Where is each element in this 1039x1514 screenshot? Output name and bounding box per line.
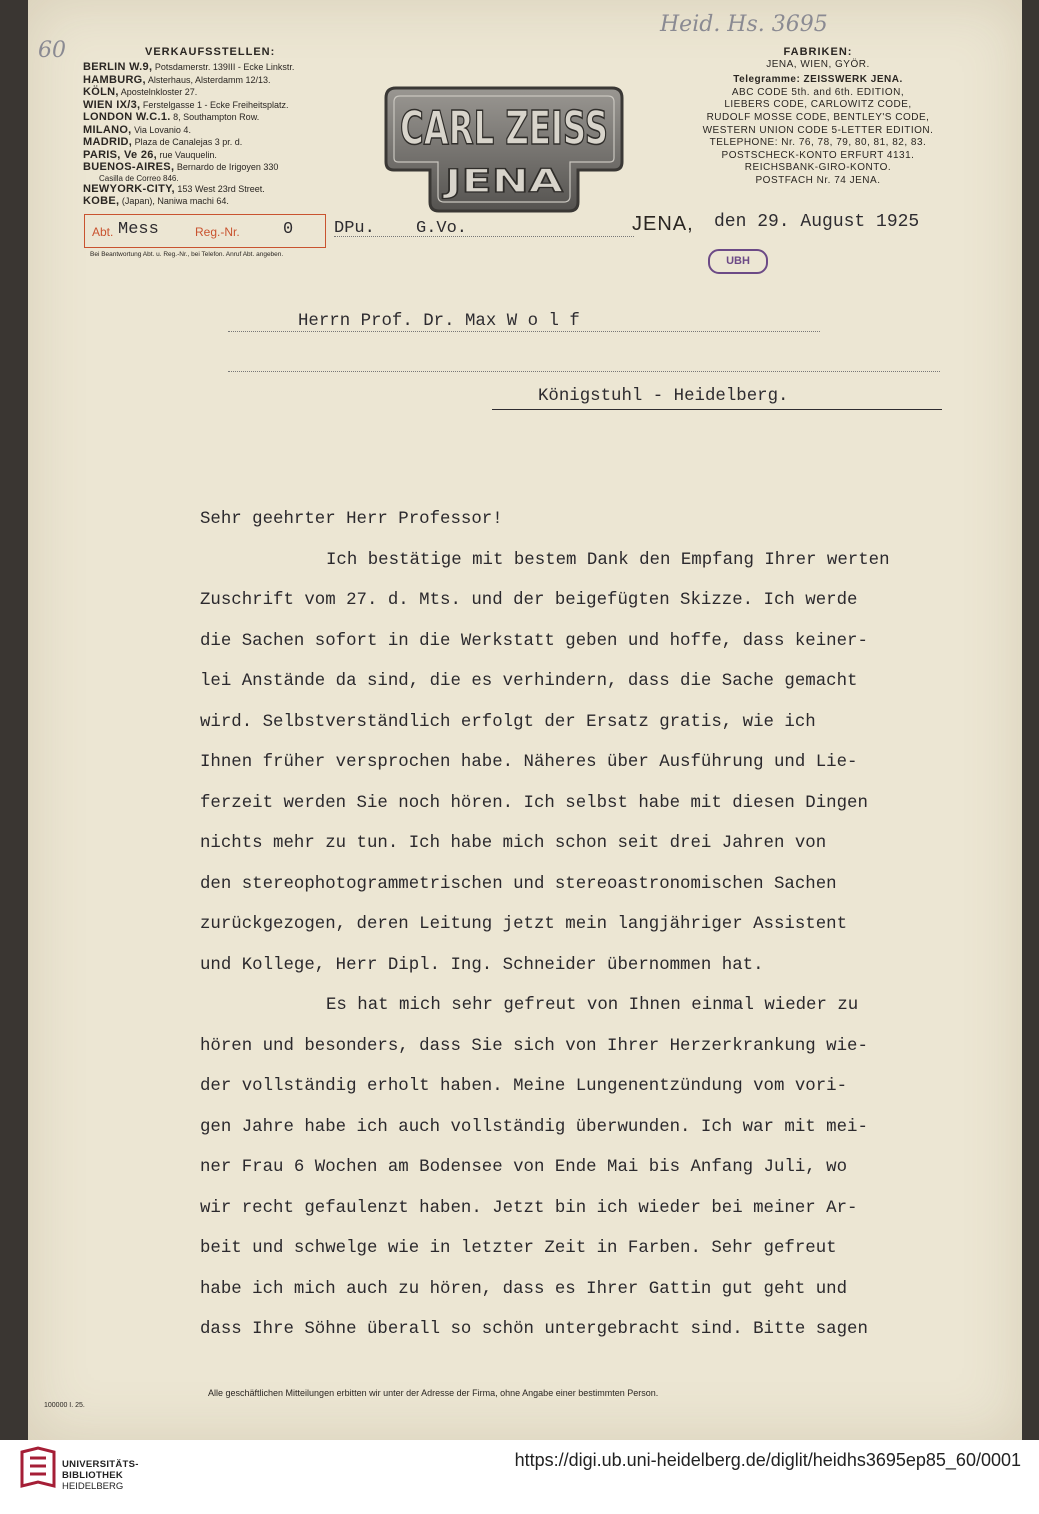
body-line: Ich bestätige mit bestem Dank den Empfang Ihrer werten [326, 550, 890, 570]
logo-text-bottom: JENA [442, 162, 564, 200]
office-line: BERLIN W.9, Potsdamerstr. 139III - Ecke Linkstr. [83, 61, 295, 73]
body-line: Es hat mich sehr gefreut von Ihnen einmal wieder zu [326, 996, 859, 1015]
body-line: dass Ihre Söhne überall so schön untergebracht sind. Bitte sagen [200, 1320, 868, 1339]
body-line: Ihnen früher versprochen habe. Näheres über Ausführung und Lie- [200, 753, 858, 772]
page-number-handwritten: 60 [38, 38, 66, 63]
office-subline: Casilla de Correo 846. [99, 173, 179, 183]
body-line: nichts mehr zu tun. Ich habe mich schon seit drei Jahren von [200, 834, 827, 853]
place: JENA, [632, 213, 694, 235]
factories-line: POSTFACH Nr. 74 JENA. [755, 174, 881, 186]
office-line: PARIS, Ve 26, rue Vauquelin. [83, 148, 217, 161]
office-line: KOBE, (Japan), Naniwa machi 64. [83, 195, 229, 207]
salutation: Sehr geehrter Herr Professor! [200, 510, 503, 529]
factories-line: LIEBERS CODE, CARLOWITZ CODE, [724, 99, 912, 111]
university-library-logo-icon [18, 1446, 58, 1490]
reference-box [84, 214, 326, 248]
date: den 29. August 1925 [714, 212, 920, 232]
body-line: die Sachen sofort in die Werkstatt geben und hoffe, dass keiner- [200, 631, 868, 651]
initials-2: G.Vo. [416, 219, 468, 238]
body-line: lei Anstände da sind, die es verhindern, dass die Sache gemacht [200, 672, 858, 691]
office-line: HAMBURG, Alsterhaus, Alsterdamm 12/13. [83, 73, 271, 86]
factories-line: POSTSCHECK-KONTO ERFURT 4131. [721, 149, 915, 161]
body-line: habe ich mich auch zu hören, dass es Ihrer Gattin gut geht und [200, 1279, 848, 1299]
body-line: hören und besonders, dass Sie sich von Ihrer Herzerkrankung wie- [200, 1036, 868, 1056]
body-line: ferzeit werden Sie noch hören. Ich selbst habe mit diesen Dingen [200, 793, 868, 813]
offices-list [83, 61, 383, 208]
body-line: zurückgezogen, deren Leitung jetzt mein langjähriger Assistent [200, 915, 848, 934]
office-line: MILANO, Via Lovanio 4. [83, 123, 191, 136]
factories-line: JENA, WIEN, GYÖR. [766, 58, 870, 70]
offices-title: VERKAUFSSTELLEN: [145, 46, 276, 58]
print-code: 100000 I. 25. [44, 1402, 85, 1409]
permalink-url[interactable]: https://digi.ub.uni-heidelberg.de/diglit/heidhs3695ep85_60/0001 [514, 1450, 1021, 1470]
factories-title: FABRIKEN: [783, 46, 853, 58]
ubh-stamp: UBH [708, 249, 768, 274]
reference-note: Bei Beantwortung Abt. u. Reg.-Nr., bei Telefon. Anruf Abt. angeben. [90, 251, 284, 258]
factories-line: TELEPHONE: Nr. 76, 78, 79, 80, 81, 82, 83. [709, 137, 927, 149]
recipient-place: Königstuhl - Heidelberg. [538, 387, 789, 406]
reg-label: Reg.-Nr. [195, 225, 240, 239]
abt-label: Abt. [92, 225, 114, 239]
office-line: WIEN IX/3, Ferstelgasse 1 - Ecke Freiheitsplatz. [83, 98, 289, 111]
factories-line: Telegramme: ZEISSWERK JENA. [733, 74, 903, 86]
office-line: KÖLN, Apostelnkloster 27. [83, 86, 198, 98]
dotted-rule [334, 236, 634, 237]
body-line: Zuschrift vom 27. d. Mts. und der beigefügten Skizze. Ich werde [200, 591, 858, 610]
letter-page [28, 0, 1022, 1440]
letter-body [200, 500, 1020, 1351]
address-underline [492, 409, 942, 410]
office-line: LONDON W.C.1. 8, Southampton Row. [83, 111, 260, 123]
office-line: NEWYORK-CITY, 153 West 23rd Street. [83, 182, 265, 195]
body-line: und Kollege, Herr Dipl. Ing. Schneider übernommen hat. [200, 955, 764, 975]
factories-line: RUDOLF MOSSE CODE, BENTLEY'S CODE, [706, 111, 930, 123]
body-line: wir recht gefaulenzt haben. Jetzt bin ich wieder bei meiner Ar- [200, 1198, 858, 1218]
factories-block [658, 46, 978, 188]
body-line: ner Frau 6 Wochen am Bodensee von Ende Mai bis Anfang Juli, wo [200, 1158, 848, 1177]
factories-line: ABC CODE 5th. and 6th. EDITION, [731, 86, 905, 98]
body-line: gen Jahre habe ich auch vollständig überwunden. Ich war mit mei- [200, 1117, 868, 1137]
office-line: MADRID, Plaza de Canalejas 3 pr. d. [83, 136, 243, 148]
dotted-rule [228, 331, 820, 332]
abt-value: Mess [118, 220, 159, 239]
initials-1: DPu. [334, 219, 375, 238]
factories-line: WESTERN UNION CODE 5-LETTER EDITION. [702, 124, 934, 136]
recipient-name: Herrn Prof. Dr. Max W o l f [298, 312, 580, 331]
dotted-rule [228, 371, 940, 372]
body-line: der vollständig erholt haben. Meine Lungenentzündung vom vori- [200, 1077, 848, 1096]
office-line: BUENOS-AIRES, Bernardo de Irigoyen 330 [83, 161, 279, 173]
reg-value: 0 [283, 220, 294, 239]
library-name: UNIVERSITÄTS- BIBLIOTHEK HEIDELBERG [62, 1459, 139, 1492]
carl-zeiss-logo [382, 84, 626, 215]
factories-line: REICHSBANK-GIRO-KONTO. [744, 162, 892, 174]
body-line: wird. Selbstverständlich erfolgt der Ersatz gratis, wie ich [200, 712, 816, 732]
footer-notice: Alle geschäftlichen Mitteilungen erbitten wir unter der Adresse der Firma, ohne Angabe einer bestimmten Person. [208, 1388, 659, 1398]
body-line: beit und schwelge wie in letzter Zeit in Farben. Sehr gefreut [200, 1239, 837, 1258]
logo-text-top: CARL ZEISS [400, 101, 608, 155]
shelfmark-handwritten: Heid. Hs. 3695 [660, 12, 828, 37]
body-line: den stereophotogrammetrischen und stereoastronomischen Sachen [200, 874, 837, 894]
